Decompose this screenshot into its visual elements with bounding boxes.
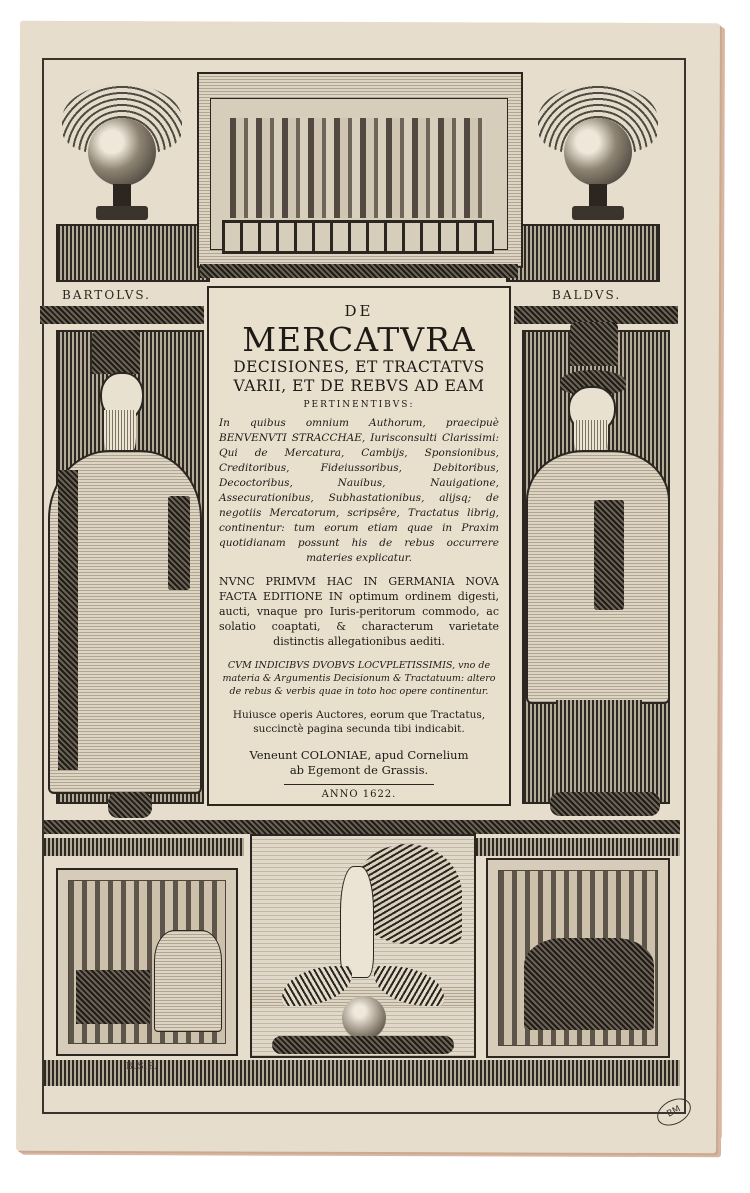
top-cornice — [200, 264, 518, 278]
left-globe-urn — [88, 118, 156, 186]
bottom-right-cornice — [476, 838, 680, 856]
title-panel — [207, 286, 511, 806]
authors-note: Huiusce operis Auctores, eorum que Tractatus, succinctè pagina secunda tibi indicabit. — [232, 709, 486, 735]
imprint-rule — [284, 784, 434, 785]
left-urn-base — [96, 206, 148, 220]
baldus-legs — [556, 700, 642, 790]
bartolus-crown — [92, 330, 140, 374]
left-pedestal — [56, 224, 210, 282]
merchants-street-scene — [486, 858, 670, 1058]
bottom-left-cornice — [44, 838, 244, 856]
left-entablature — [40, 306, 204, 324]
baldus-feet — [550, 792, 660, 816]
merchant-figures — [154, 930, 222, 1032]
bartolus-feet — [108, 792, 152, 818]
bartolus-fur-lining — [58, 470, 78, 770]
subtitle-line-2: VARII, ET DE REBVS AD EAM — [233, 377, 485, 395]
right-globe-urn — [564, 118, 632, 186]
fortuna-globe — [342, 996, 386, 1040]
imprint-line-2: ab Egemont de Grassis. — [289, 763, 429, 777]
engraver-monogram: B.S.F. — [126, 1062, 158, 1072]
baldus-crown — [570, 322, 618, 366]
bartolus-label: BARTOLVS. — [62, 288, 151, 302]
title-de: DE — [344, 302, 374, 320]
indices-paragraph: CVM INDICIBVS DVOBVS LOCVPLETISSIMIS, vno de materia & Argumentis Decisionum & Tractatuum: altero de rebus & verbis quae in toto hoc opere continentur. — [222, 660, 496, 697]
counting-house-scene — [56, 868, 238, 1056]
middle-ledge — [44, 820, 680, 834]
right-pedestal — [506, 224, 660, 282]
contents-paragraph: In quibus omnium Authorum, praecipuè BENVENVTI STRACCHAE, Iurisconsulti Clarissimi: Qui de Mercatura, Cambijs, Sponsionibus, Creditoribus, Fideiussoribus, Debitoribus, Decoctoribus, Nauibus, Nauigatione, Assecurationibus, Subhastationibus, alijsq; de negotiis Mercatorum, scripsêre, Tractatus librig, continentur: tum eorum etiam quae in Praxim quotidianam possunt his de rebus occurrere materies explicatur. — [219, 417, 499, 564]
subtitle-line-1: DECISIONES, ET TRACTATVS — [233, 358, 485, 376]
merchants-group — [524, 938, 654, 1030]
balustrade — [222, 220, 494, 254]
right-urn-base — [572, 206, 624, 220]
baldus-book — [594, 500, 624, 610]
council-figures — [230, 118, 486, 218]
fortuna-scene — [250, 834, 476, 1058]
cloud-base — [272, 1036, 454, 1054]
fortuna-figure — [340, 866, 374, 978]
counting-table — [76, 970, 150, 1024]
main-title: MERCATVRA — [242, 320, 476, 359]
edition-paragraph: NVNC PRIMVM HAC IN GERMANIA NOVA FACTA EDITIONE IN optimum ordinem digesti, aucti, vnaque pro Iuris-peritorum commodo, ac solatio coaptati, & characterum varietate distinctis allegationibus aediti. — [219, 575, 499, 648]
library-stamp: BM — [652, 1093, 695, 1131]
baldus-label: BALDVS. — [552, 288, 622, 302]
bartolus-book — [168, 496, 190, 590]
imprint-line-1: Veneunt COLONIAE, apud Cornelium — [249, 748, 469, 762]
subtitle-pertinentibus: PERTINENTIBVS: — [303, 400, 415, 410]
publication-year: ANNO 1622. — [321, 789, 397, 800]
